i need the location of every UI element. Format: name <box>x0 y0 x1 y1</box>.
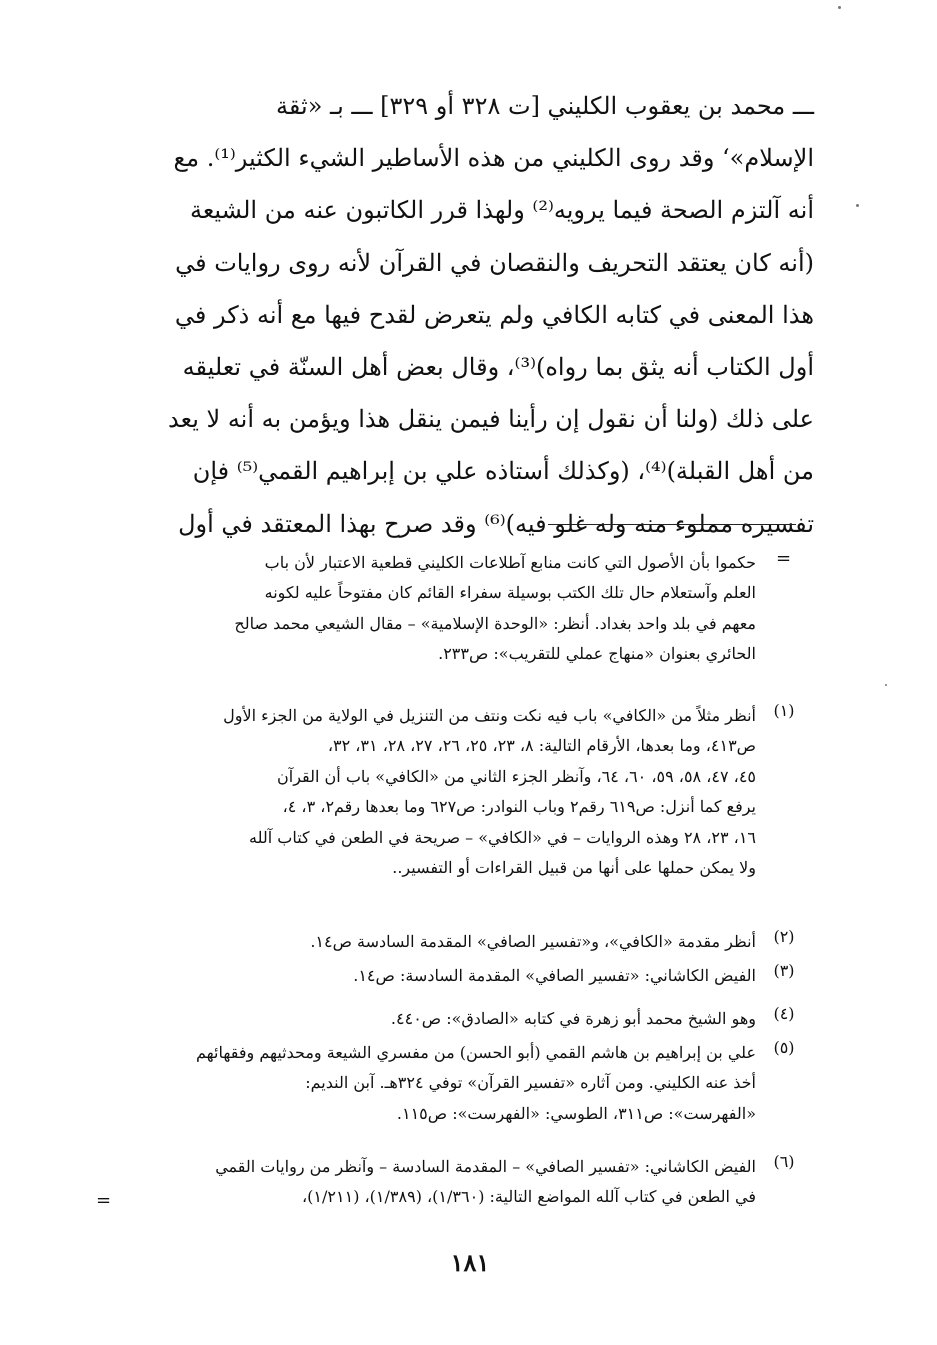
body-line: تفسيره مملوء منه وله غلو فيه)⁽⁶⁾ وقد صرح بهذا المعتقد في أول <box>178 509 814 538</box>
footnote-number: (٤) <box>773 1004 795 1023</box>
page-number: ١٨١ <box>450 1248 490 1277</box>
footnote-line: العلم وآستعلام حال تلك الكتب بوسيلة سفراء القائم كان مفتوحاً عليه لكونه <box>264 583 756 603</box>
footnote-2 <box>128 927 756 957</box>
footnote-line: ١٦، ٢٣، ٢٨ وهذه الروايات – في «الكافي» – صريحة في الطعن في كتاب آلله <box>249 827 756 847</box>
footnote-continued-marker: = <box>776 548 792 569</box>
footnote-line: ولا يمكن حملها على أنها من قبيل القراءات أو التفسير.. <box>392 857 756 877</box>
footnote-line: الفيض الكاشاني: «تفسير الصافي» المقدمة السادسة: ص١٤. <box>353 966 756 985</box>
footnote-number: (٥) <box>773 1038 795 1057</box>
main-body-text <box>128 80 814 550</box>
body-line: أنه آلتزم الصحة فيما يرويه⁽²⁾ ولهذا قرر الكاتبون عنه من الشيعة <box>189 196 814 225</box>
footnote-1 <box>128 701 756 883</box>
scan-speck <box>838 6 841 9</box>
footnote-line: علي بن إبراهيم بن هاشم القمي (أبو الحسن) من مفسري الشيعة ومحدثيهم وفقهائهم <box>196 1043 756 1062</box>
footnote-number: (١) <box>773 701 795 720</box>
footnote-line: ٤٥، ٤٧، ٥٨، ٥٩، ٦٠، ٦٤، وآنظر الجزء الثاني من «الكافي» باب أن القرآن <box>277 766 756 786</box>
footnote-line: أنظر مثلاً من «الكافي» باب فيه نكت ونتف من التنزيل في الولاية من الجزء الأول <box>223 706 756 725</box>
footnote-line: «الفهرست»: ص٣١١، الطوسي: «الفهرست»: ص١١٥. <box>396 1103 756 1123</box>
footnote-number: (٦) <box>773 1152 795 1171</box>
body-line: هذا المعنى في كتابه الكافي ولم يتعرض لقدح فيها مع أنه ذكر في <box>174 300 814 329</box>
body-line: ـــ محمد بن يعقوب الكليني [ت ٣٢٨ أو ٣٢٩] ـــ بـ «ثقة <box>276 92 814 120</box>
footnote-number: (٢) <box>773 927 795 946</box>
body-line: الإسلام»‘ وقد روى الكليني من هذه الأساطير الشيء الكثير⁽¹⁾. مع <box>173 144 814 173</box>
footnote-5 <box>128 1038 756 1129</box>
footnote-line: حكموا بأن الأصول التي كانت منابع آطلاعات الكليني قطعية الاعتبار لأن باب <box>264 553 756 572</box>
scan-speck <box>856 204 859 207</box>
footnote-line: يرفع كما أنزل: ص٦١٩ رقم٢ وباب النوادر: ص٦٢٧ وما بعدها رقم٢، ٣، ٤، <box>282 797 756 817</box>
body-line: (أنه كان يعتقد التحريف والنقصان في القرآن لأنه روى روايات في <box>175 248 814 277</box>
footnote-line: أنظر مقدمة «الكافي»، و«تفسير الصافي» المقدمة السادسة ص١٤. <box>310 932 756 951</box>
footnote-4 <box>128 1004 756 1034</box>
footnote-line: الفيض الكاشاني: «تفسير الصافي» – المقدمة السادسة – وآنظر من روايات القمي <box>215 1157 756 1176</box>
footnote-continued <box>128 548 756 670</box>
footnote-line: في الطعن في كتاب آلله المواضع التالية: (١/٣٦٠)، (١/٣٨٩)، (١/٢١١)، <box>302 1187 756 1207</box>
footnote-separator <box>548 524 796 525</box>
footnote-6 <box>128 1152 756 1213</box>
footnote-3 <box>128 961 756 991</box>
body-line: على ذلك (ولنا أن نقول إن رأينا فيمن ينقل هذا ويؤمن به أنه لا يعد <box>168 405 814 434</box>
footnote-line: أخذ عنه الكليني. ومن آثاره «تفسير القرآن» توفي ٣٢٤هـ. آبن النديم: <box>305 1073 756 1093</box>
footnote-line: ص٤١٣، وما بعدها، الأرقام التالية: ٨، ٢٣، ٢٥، ٢٦، ٢٧، ٢٨، ٣١، ٣٢، <box>327 736 756 756</box>
body-line: من أهل القبلة)⁽⁴⁾، (وكذلك أستاذه علي بن إبراهيم القمي⁽⁵⁾ فإن <box>192 457 814 486</box>
body-line: أول الكتاب أنه يثق بما رواه)⁽³⁾، وقال بعض أهل السنّة في تعليقه <box>182 352 814 381</box>
footnote-number: (٣) <box>773 961 795 980</box>
scan-speck <box>885 684 887 686</box>
footnote-line: معهم في بلد واحد بغداد. أنظر: «الوحدة الإسلامية» – مقال الشيعي محمد صالح <box>234 613 756 633</box>
footnote-line: وهو الشيخ محمد أبو زهرة في كتابه «الصادق»: ص٤٤٠. <box>390 1009 756 1028</box>
footnote-line: الحائري بعنوان «منهاج عملي للتقريب»: ص٢٣٣. <box>438 644 756 664</box>
continues-next-page-marker: = <box>96 1190 112 1211</box>
